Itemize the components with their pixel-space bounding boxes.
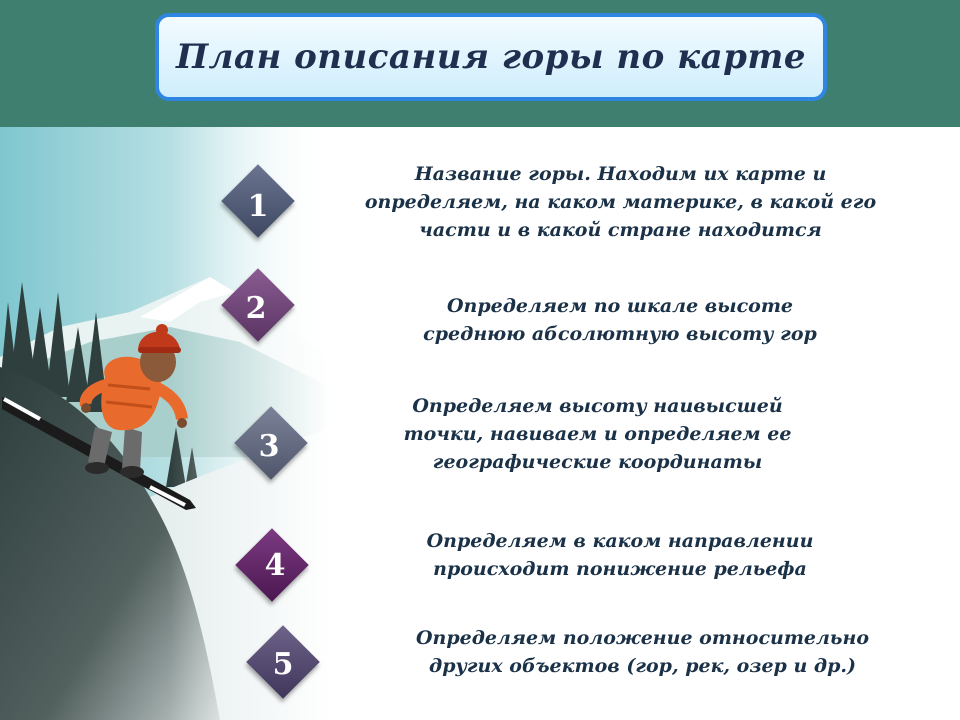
step-text-3: Определяем высоту наивысшей точки, навиваем и определяем ее географические координаты bbox=[403, 395, 792, 473]
title-box bbox=[155, 13, 827, 101]
step-text-4: Определяем в каком направлении происходит понижение рельефа bbox=[426, 530, 814, 580]
step-number-4: 4 bbox=[264, 547, 286, 583]
step-number-2: 2 bbox=[245, 290, 267, 326]
step-number-3: 3 bbox=[258, 428, 280, 464]
step-text-2: Определяем по шкале высоте среднюю абсолютную высоту гор bbox=[423, 295, 817, 345]
page-title: План описания горы по карте bbox=[175, 37, 807, 77]
step-text-1: Название горы. Находим их карте и определяем, на каком материке, в какой его части и в какой стране находится bbox=[364, 163, 877, 241]
step-number-1: 1 bbox=[247, 188, 269, 224]
step-text-5: Определяем положение относительно других объектов (гор, рек, озер и др.) bbox=[415, 627, 869, 677]
step-number-5: 5 bbox=[272, 646, 294, 682]
